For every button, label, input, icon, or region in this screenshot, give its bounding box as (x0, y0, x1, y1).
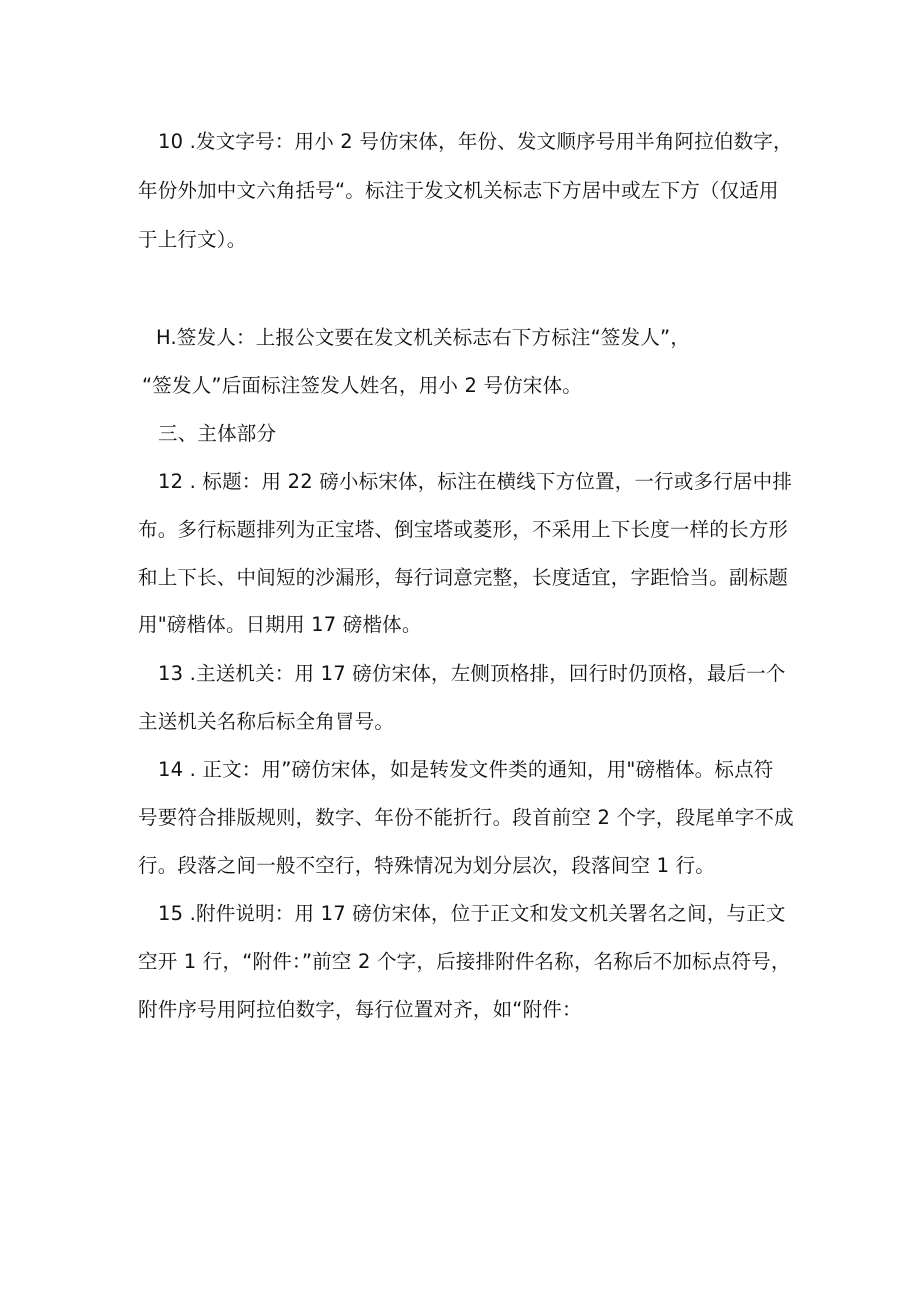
text-line-8: 布。多行标题排列为正宝塔、倒宝塔或菱形，不采用上下长度一样的长方形 (138, 518, 789, 541)
text-line-1: 10 .发文字号：用小 2 号仿宋体，年份、发文顺序号用半角阿拉伯数字， (158, 130, 793, 153)
text-line-12: 主送机关名称后标全角冒号。 (138, 710, 395, 733)
text-line-18: 附件序号用阿拉伯数字，每行位置对齐，如“附件： (138, 998, 582, 1021)
text-line-16: 15 .附件说明：用 17 磅仿宋体，位于正文和发文机关署名之间，与正文 (158, 902, 786, 925)
text-line-7: 12 . 标题：用 22 磅小标宋体，标注在横线下方位置，一行或多行居中排 (158, 470, 793, 493)
text-line-9: 和上下长、中间短的沙漏形，每行词意完整，长度适宜，字距恰当。副标题 (138, 566, 789, 589)
text-line-3: 于上行文）。 (138, 228, 247, 251)
text-line-13: 14 . 正文：用”磅仿宋体，如是转发文件类的通知，用"磅楷体。标点符 (158, 758, 774, 781)
section-heading: 三、主体部分 (158, 422, 277, 445)
text-line-17: 空开 1 行，“附件：”前空 2 个字，后接排附件名称，名称后不加标点符号， (138, 950, 791, 973)
text-line-15: 行。段落之间一般不空行，特殊情况为划分层次，段落间空 1 行。 (138, 854, 716, 877)
text-line-4: H.签发人：上报公文要在发文机关标志右下方标注“签发人”， (156, 326, 691, 349)
text-line-14: 号要符合排版规则，数字、年份不能折行。段首前空 2 个字，段尾单字不成 (138, 806, 794, 829)
text-line-5: “签发人”后面标注签发人姓名，用小 2 号仿宋体。 (142, 374, 583, 397)
text-line-11: 13 .主送机关：用 17 磅仿宋体，左侧顶格排，回行时仍顶格，最后一个 (158, 662, 786, 685)
text-line-2: 年份外加中文六角括号“。标注于发文机关标志下方居中或左下方（仅适用 (138, 179, 779, 202)
text-line-10: 用"磅楷体。日期用 17 磅楷体。 (138, 613, 422, 636)
